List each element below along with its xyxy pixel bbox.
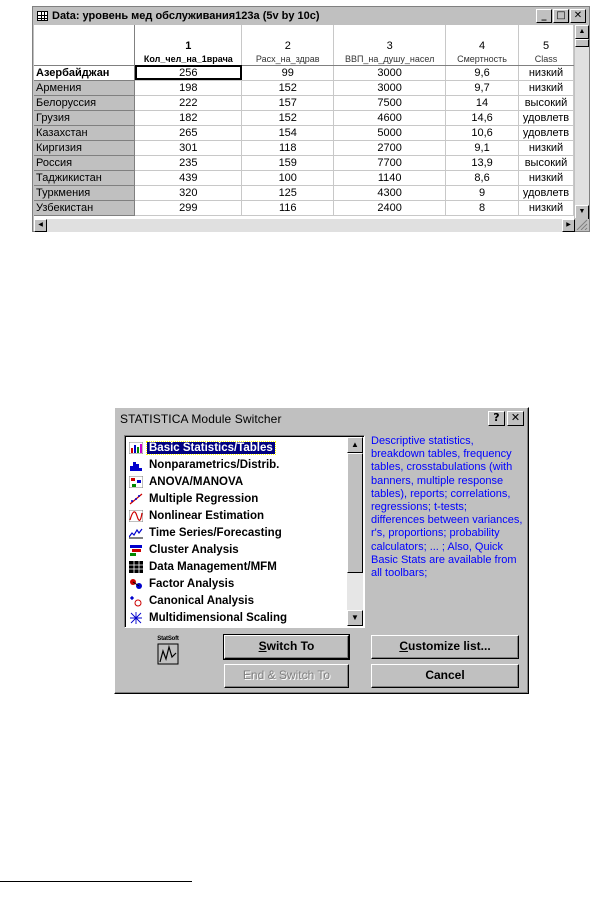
table-cell[interactable]: низкий	[519, 200, 574, 215]
data-window-title: Data: уровень мед обслуживания123а (5v by 10c)	[52, 10, 320, 22]
scroll-down-arrow-icon[interactable]: ▼	[575, 205, 589, 219]
module-item[interactable]	[128, 558, 346, 575]
table-cell[interactable]: 14,6	[446, 110, 519, 125]
table-cell[interactable]: 9,6	[446, 65, 519, 80]
customize-list-label: Customize list...	[399, 639, 491, 653]
row-header[interactable]: Азербайджан	[34, 65, 135, 80]
table-cell[interactable]: 99	[242, 65, 334, 80]
table-row	[34, 80, 574, 95]
close-button[interactable]: ✕	[570, 9, 586, 23]
anova-icon	[129, 476, 143, 488]
table-row	[34, 155, 574, 170]
table-cell[interactable]: 159	[242, 155, 334, 170]
row-header[interactable]: Грузия	[34, 110, 135, 125]
table-cell[interactable]: 3000	[334, 65, 446, 80]
table-cell[interactable]: 299	[135, 200, 242, 215]
module-item-label: Nonparametrics/Distrib.	[149, 458, 280, 471]
table-cell[interactable]: 320	[135, 185, 242, 200]
curve-icon	[129, 510, 143, 522]
customize-list-button[interactable]	[371, 635, 519, 659]
list-scroll-down-icon[interactable]: ▼	[347, 610, 363, 626]
module-item-label: Time Series/Forecasting	[149, 526, 282, 539]
canonical-icon	[129, 595, 143, 607]
table-cell[interactable]: 10,6	[446, 125, 519, 140]
module-item-label: Multidimensional Scaling	[149, 611, 288, 624]
table-cell[interactable]: 13,9	[446, 155, 519, 170]
column-header-2[interactable]: 2 Расх_на_здрав	[242, 25, 334, 65]
module-list-scrollbar[interactable]	[347, 437, 363, 626]
table-cell[interactable]: удовлетв	[519, 110, 574, 125]
module-item-label: Data Management/MFM	[149, 560, 277, 573]
module-item[interactable]	[128, 541, 346, 558]
module-item-label: Factor Analysis	[149, 577, 235, 590]
scaling-icon	[129, 612, 143, 624]
horizontal-scrollbar[interactable]	[34, 219, 575, 232]
table-row	[34, 95, 574, 110]
table-row	[34, 170, 574, 185]
table-cell[interactable]: 256	[135, 65, 242, 80]
row-header[interactable]: Узбекистан	[34, 200, 135, 215]
table-cell[interactable]: 7700	[334, 155, 446, 170]
logo-text: StatSoft	[157, 636, 179, 642]
table-cell[interactable]: 3000	[334, 80, 446, 95]
minimize-button[interactable]: _	[536, 9, 552, 23]
table-cell[interactable]: 5000	[334, 125, 446, 140]
switch-to-mnemonic: S	[258, 639, 267, 653]
scroll-up-arrow-icon[interactable]: ▲	[575, 25, 589, 39]
table-row	[34, 185, 574, 200]
table-cell[interactable]: 116	[242, 200, 334, 215]
table-cell[interactable]: 265	[135, 125, 242, 140]
module-list[interactable]	[124, 435, 365, 628]
table-cell[interactable]: 9,7	[446, 80, 519, 95]
table-cell[interactable]: 100	[242, 170, 334, 185]
column-header-4[interactable]: 4 Смертность	[446, 25, 519, 65]
module-item[interactable]	[128, 456, 346, 473]
data-spreadsheet-window	[32, 6, 590, 232]
table-cell[interactable]: 14	[446, 95, 519, 110]
histogram-icon	[129, 459, 143, 471]
table-cell[interactable]: низкий	[519, 140, 574, 155]
module-item[interactable]	[128, 507, 346, 524]
module-item-label: Canonical Analysis	[149, 594, 255, 607]
regression-icon	[129, 493, 143, 505]
module-description: Descriptive statistics, breakdown tables, frequency tables, crosstabulations (with banners, multiple response tables), reports; correlations, regressions; t-tests; differences between variances, r's, proportions; probability calculators; ... ; Also, Quick Basic Stats are available from all toolbars;	[371, 435, 523, 580]
table-cell[interactable]: удовлетв	[519, 185, 574, 200]
module-item[interactable]	[128, 609, 346, 626]
list-scroll-up-icon[interactable]: ▲	[347, 437, 363, 453]
switch-to-label: witch To	[266, 639, 315, 653]
module-item[interactable]	[128, 473, 346, 490]
scroll-left-arrow-icon[interactable]: ◀	[34, 219, 47, 232]
table-cell[interactable]: 154	[242, 125, 334, 140]
table-cell[interactable]: низкий	[519, 170, 574, 185]
table-cell[interactable]: 9	[446, 185, 519, 200]
table-cell[interactable]: 182	[135, 110, 242, 125]
module-item-label: Cluster Analysis	[149, 543, 239, 556]
table-cell[interactable]: 2700	[334, 140, 446, 155]
cancel-button[interactable]: Cancel	[371, 664, 519, 688]
scroll-thumb[interactable]	[575, 39, 589, 47]
scroll-right-arrow-icon[interactable]: ▶	[562, 219, 575, 232]
module-switcher-dialog	[114, 407, 529, 694]
column-header-3[interactable]: 3 ВВП_на_душу_насел	[334, 25, 446, 65]
footnote-divider	[0, 881, 192, 882]
data-window-titlebar[interactable]	[34, 8, 588, 24]
table-cell[interactable]: 8,6	[446, 170, 519, 185]
module-item[interactable]	[128, 439, 346, 456]
dialog-close-button[interactable]: ✕	[507, 411, 524, 426]
help-button[interactable]: ?	[488, 411, 505, 426]
row-header[interactable]: Белоруссия	[34, 95, 135, 110]
table-row	[34, 125, 574, 140]
maximize-button[interactable]: □	[553, 9, 569, 23]
table-cell[interactable]: удовлетв	[519, 125, 574, 140]
end-and-switch-to-button[interactable]: End & Switch To	[224, 664, 349, 688]
table-cell[interactable]: 9,1	[446, 140, 519, 155]
vertical-scrollbar[interactable]	[575, 25, 589, 219]
module-item[interactable]	[128, 592, 346, 609]
table-cell[interactable]: 152	[242, 110, 334, 125]
table-cell[interactable]: 1140	[334, 170, 446, 185]
column-header-5[interactable]: 5 Class	[519, 25, 574, 65]
table-cell[interactable]: 157	[242, 95, 334, 110]
module-item[interactable]	[128, 575, 346, 592]
table-cell[interactable]: 152	[242, 80, 334, 95]
row-header[interactable]: Таджикистан	[34, 170, 135, 185]
table-cell[interactable]: 301	[135, 140, 242, 155]
dialog-title: STATISTICA Module Switcher	[120, 412, 282, 426]
table-cell[interactable]: низкий	[519, 65, 574, 80]
module-item[interactable]	[128, 490, 346, 507]
table-row	[34, 140, 574, 155]
module-item-label: Basic Statistics/Tables	[149, 441, 273, 454]
table-cell[interactable]: 118	[242, 140, 334, 155]
statsoft-logo	[153, 636, 183, 676]
spreadsheet-icon	[37, 11, 48, 21]
cluster-icon	[129, 544, 143, 556]
table-cell[interactable]: 198	[135, 80, 242, 95]
dialog-titlebar[interactable]	[117, 410, 526, 428]
table-cell[interactable]: высокий	[519, 155, 574, 170]
module-item-label: ANOVA/MANOVA	[149, 475, 244, 488]
factor-icon	[129, 578, 143, 590]
time-series-icon	[129, 527, 143, 539]
table-cell[interactable]: 4600	[334, 110, 446, 125]
list-scroll-thumb[interactable]	[347, 453, 363, 573]
table-cell[interactable]: 439	[135, 170, 242, 185]
column-header-1[interactable]: 1 Кол_чел_на_1врача	[135, 25, 242, 65]
table-row	[34, 110, 574, 125]
grid-corner[interactable]	[34, 25, 135, 65]
data-grid-icon	[129, 561, 143, 573]
resize-grip-icon[interactable]	[575, 218, 588, 230]
module-item[interactable]	[128, 524, 346, 541]
table-cell[interactable]: 8	[446, 200, 519, 215]
module-item-label: Nonlinear Estimation	[149, 509, 265, 522]
table-cell[interactable]: 125	[242, 185, 334, 200]
table-cell[interactable]: низкий	[519, 80, 574, 95]
row-header[interactable]: Киргизия	[34, 140, 135, 155]
row-header[interactable]: Туркмения	[34, 185, 135, 200]
table-row	[34, 65, 574, 80]
row-header[interactable]: Армения	[34, 80, 135, 95]
table-cell[interactable]: 7500	[334, 95, 446, 110]
switch-to-button[interactable]	[224, 635, 349, 659]
table-cell[interactable]: 4300	[334, 185, 446, 200]
module-item-label: Multiple Regression	[149, 492, 259, 505]
statsoft-logo-icon	[157, 643, 179, 665]
bar-chart-icon	[129, 442, 143, 454]
row-header[interactable]: Казахстан	[34, 125, 135, 140]
table-cell[interactable]: 235	[135, 155, 242, 170]
data-grid	[34, 25, 574, 219]
table-cell[interactable]: высокий	[519, 95, 574, 110]
table-row	[34, 200, 574, 215]
table-cell[interactable]: 222	[135, 95, 242, 110]
row-header[interactable]: Россия	[34, 155, 135, 170]
table-cell[interactable]: 2400	[334, 200, 446, 215]
